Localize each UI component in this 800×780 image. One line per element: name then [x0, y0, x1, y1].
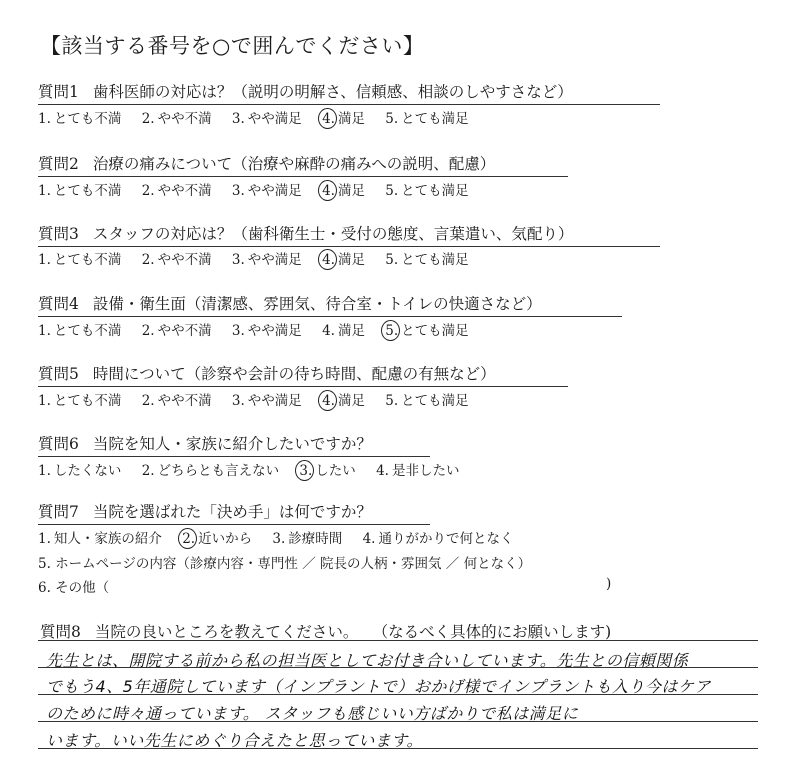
question-8-title	[40, 620, 611, 642]
question-8-note: （なるべく具体的にお願いします)	[380, 623, 612, 641]
option-label: とても満足	[401, 111, 469, 127]
option-number: 2.	[141, 463, 155, 479]
option-number: 4.	[362, 531, 376, 547]
option-number: 1.	[38, 323, 51, 339]
question-5-text: 時間について（診察や会計の待ち時間、配慮の有無など）	[92, 365, 496, 383]
option-number: 2.	[141, 183, 155, 199]
option-number: 1.	[38, 111, 51, 127]
option[interactable]	[142, 319, 212, 339]
option-label: 満足	[337, 323, 365, 339]
option[interactable]	[38, 107, 121, 127]
handwritten-answer-line-4: います。いい先生にめぐり合えたと思っています。	[46, 731, 423, 750]
option-selected[interactable]	[182, 527, 252, 547]
option[interactable]	[232, 107, 302, 127]
option[interactable]	[376, 459, 459, 479]
option-selected[interactable]	[322, 107, 365, 127]
option-label: とても満足	[401, 323, 469, 339]
question-4-title	[38, 292, 622, 317]
option[interactable]	[142, 389, 212, 409]
option[interactable]	[272, 527, 342, 547]
option-label: やや満足	[247, 393, 302, 409]
circled-number: 2.	[182, 531, 196, 547]
option-label: 満足	[337, 111, 365, 127]
circled-number: 4.	[322, 252, 335, 268]
option[interactable]	[232, 389, 302, 409]
option[interactable]	[38, 248, 121, 268]
option[interactable]	[38, 179, 121, 199]
option-number: 2.	[141, 323, 155, 339]
option-label: とても満足	[401, 393, 469, 409]
question-3-options	[38, 248, 485, 268]
circled-number: 5.	[385, 323, 399, 339]
question-2-title	[38, 152, 568, 177]
option-label: やや不満	[157, 183, 212, 199]
option-number: 5.	[385, 252, 399, 268]
circled-number: 4.	[322, 183, 335, 199]
option-label: 知人・家族の紹介	[53, 531, 162, 547]
question-8-number: 質問8	[40, 623, 81, 641]
option-number: 3.	[231, 393, 245, 409]
question-2-options	[38, 179, 485, 199]
option-label: 満足	[337, 393, 365, 409]
question-4-number: 質問4	[38, 295, 79, 313]
option-label: やや満足	[247, 183, 302, 199]
option-number: 3.	[272, 531, 286, 547]
option-label: したい	[315, 463, 356, 479]
option-number: 5.	[385, 393, 399, 409]
option-label: 是非したい	[391, 463, 460, 479]
option-number: 1.	[38, 531, 51, 547]
option-label: とても不満	[53, 111, 122, 127]
option-label: 診療時間	[288, 531, 343, 547]
option-label: やや満足	[247, 252, 302, 268]
question-7-option-6[interactable]: 6. その他（	[38, 580, 110, 596]
option-selected[interactable]	[299, 459, 355, 479]
question-8-text: 当院の良いところを教えてください。	[94, 623, 359, 641]
option-label: とても満足	[401, 252, 469, 268]
option[interactable]	[38, 319, 121, 339]
handwritten-answer-line-1: 先生とは、開院する前から私の担当医としてお付き合いしています。先生との信頼関係	[46, 651, 689, 670]
option-label: とても満足	[401, 183, 469, 199]
option-label: とても不満	[53, 323, 122, 339]
question-1-number: 質問1	[38, 83, 79, 101]
option-number: 1.	[38, 463, 51, 479]
option-selected[interactable]	[322, 389, 365, 409]
question-1-options	[38, 107, 485, 127]
option[interactable]	[363, 527, 514, 547]
question-4-options	[38, 319, 485, 339]
answer-line	[38, 640, 758, 641]
option-label: やや不満	[157, 252, 212, 268]
option-selected[interactable]	[385, 319, 468, 339]
option-label: 近いから	[198, 531, 253, 547]
option-number: 2.	[141, 393, 155, 409]
option-number: 2.	[141, 252, 155, 268]
question-5-number: 質問5	[38, 365, 79, 383]
other-close-paren: )	[606, 576, 612, 592]
option-label: やや満足	[247, 323, 302, 339]
option-label: 通りがかりで何となく	[378, 531, 514, 547]
question-5-title	[38, 362, 568, 387]
question-3-text: スタッフの対応は？（歯科衛生士・受付の態度、言葉遣い、気配り）	[92, 225, 574, 243]
question-7-options	[38, 527, 529, 547]
handwritten-answer-line-3: のために時々通っています。 スタッフも感じいい方ばかりで私は満足に	[46, 704, 579, 723]
option[interactable]	[232, 319, 302, 339]
question-6-title	[38, 432, 430, 457]
option[interactable]	[38, 389, 121, 409]
option-label: 満足	[337, 252, 365, 268]
question-2-text: 治療の痛みについて（治療や麻酔の痛みへの説明、配慮）	[92, 155, 496, 173]
question-7-title	[38, 500, 430, 525]
option-number: 3.	[231, 323, 245, 339]
circled-number: 4.	[322, 393, 335, 409]
option-label: どちらとも言えない	[157, 463, 280, 479]
option-label: したくない	[53, 463, 122, 479]
option-number: 5.	[385, 183, 399, 199]
option[interactable]	[385, 179, 468, 199]
option[interactable]	[38, 459, 121, 479]
option-number: 4.	[322, 323, 335, 339]
question-5-options	[38, 389, 485, 409]
question-7-option-5[interactable]: 5. ホームページの内容（診療内容・専門性 ／ 院長の人柄・雰囲気 ／ 何となく）	[38, 556, 532, 572]
handwritten-answer-line-2: でもう4、5年通院しています（インプラントで）おかげ様でインプラントも入り今はケア	[46, 677, 711, 696]
question-4-text: 設備・衛生面（清潔感、雰囲気、待合室・トイレの快適さなど）	[92, 295, 542, 313]
option-label: やや満足	[247, 111, 302, 127]
option[interactable]	[142, 459, 279, 479]
option[interactable]	[232, 179, 302, 199]
option[interactable]	[385, 389, 468, 409]
option-number: 3.	[231, 111, 245, 127]
option-number: 5.	[385, 111, 399, 127]
option-number: 1.	[38, 393, 51, 409]
option-selected[interactable]	[322, 179, 365, 199]
option[interactable]	[232, 248, 302, 268]
question-7-text: 当院を選ばれた「決め手」は何ですか？	[92, 503, 372, 521]
option-label: やや不満	[157, 323, 212, 339]
option-number: 1.	[38, 252, 51, 268]
question-3-number: 質問3	[38, 225, 79, 243]
option-label: とても不満	[53, 183, 122, 199]
option[interactable]	[322, 319, 365, 339]
option-label: 満足	[337, 183, 365, 199]
option-label: とても不満	[53, 252, 122, 268]
question-2-number: 質問2	[38, 155, 79, 173]
option[interactable]	[142, 248, 212, 268]
instruction-header: 【該当する番号を○で囲んでください】	[40, 34, 425, 58]
option-selected[interactable]	[322, 248, 365, 268]
option[interactable]	[38, 527, 162, 547]
option-number: 3.	[231, 252, 245, 268]
question-1-title	[38, 80, 660, 105]
question-6-number: 質問6	[38, 435, 79, 453]
option-number: 3.	[231, 183, 245, 199]
question-7-number: 質問7	[38, 503, 79, 521]
circled-number: 4.	[322, 111, 335, 127]
circled-number: 3.	[299, 463, 313, 479]
option-label: やや不満	[157, 393, 212, 409]
option-label: やや不満	[157, 111, 212, 127]
question-1-text: 歯科医師の対応は？（説明の明解さ、信頼感、相談のしやすさなど）	[92, 83, 573, 101]
option-number: 2.	[141, 111, 155, 127]
option[interactable]	[142, 107, 212, 127]
option[interactable]	[142, 179, 212, 199]
question-6-text: 当院を知人・家族に紹介したいですか？	[92, 435, 372, 453]
option[interactable]	[385, 248, 468, 268]
question-3-title	[38, 222, 660, 247]
option-number: 4.	[376, 463, 389, 479]
option[interactable]	[385, 107, 468, 127]
question-6-options	[38, 459, 475, 479]
option-label: とても不満	[53, 393, 122, 409]
option-number: 1.	[38, 183, 51, 199]
